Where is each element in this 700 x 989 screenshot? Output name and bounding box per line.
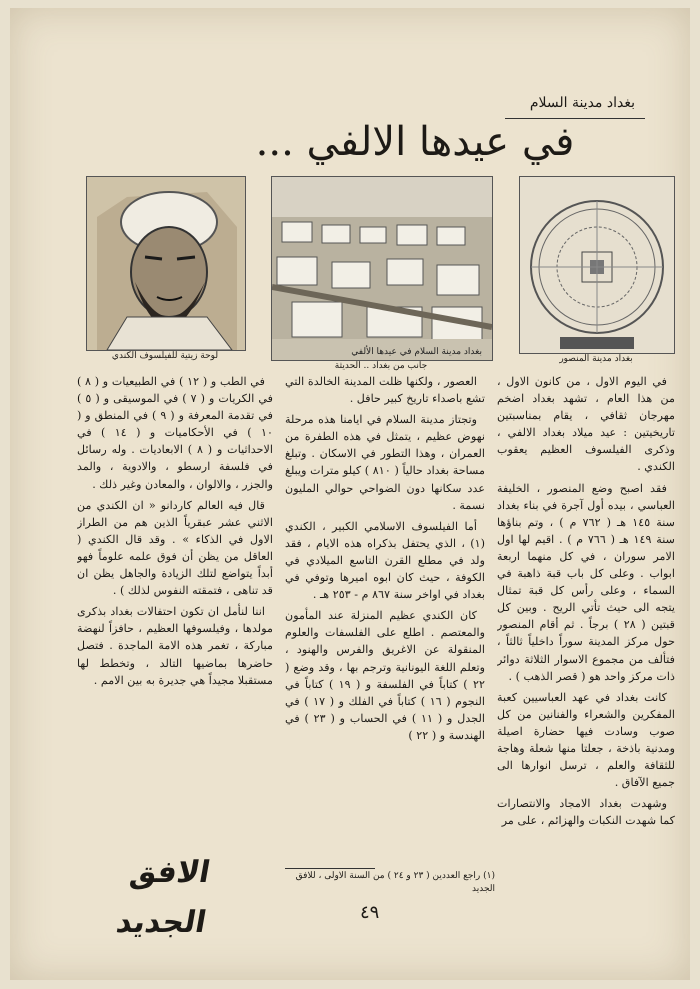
- column-middle: [285, 373, 485, 865]
- paragraph: كان الكندي عظيم المنزلة عند المأمون والمعتصم . اطلع على الفلسفات والعلوم المنقولة عن الاغريق والفرس والهنود ، وتعلم اللغة اليونانية وترجم بها ، وقد وضع ( ٢٢ ) كتاباً في الفلسفة و ( ١٩ ) كتاباً في النجوم ( ١٦ ) كتاباً في الفلك و ( ١٧ ) في الجدل و ( ١١ ) في الحساب و ( ٢٣ ) في الهندسة و ( ٢٢ ): [285, 609, 485, 742]
- section-title: بغداد مدينة السلام: [529, 95, 635, 111]
- paragraph: وشهدت بغداد الامجاد والانتصارات كما شهدت النكبات والهزائم ، على مر: [497, 797, 675, 828]
- paragraph: في اليوم الاول ، من كانون الاول ، من هذا العام ، تشهد بغداد اضخم مهرجان ثقافي ، يقام بمناسبتين تاريخيتين : عيد ميلاد بغداد الالفي ، وذكرى الفيلسوف العظيم يعقوب الكندي .: [497, 375, 675, 474]
- city-plan-caption: بغداد مدينة المنصور: [559, 354, 633, 364]
- paragraph: كانت بغداد في عهد العباسيين كعبة المفكرين والشعراء والفنانين من كل صوب وسادت فيها حضارة اصيلة ومدنية باذخة ، جعلتا منها شعلة وهاجة للثقافة والعلم ، ترسل انوارها الى جميع الآفاق .: [497, 690, 675, 790]
- headline: في عيدها الالفي ...: [255, 119, 575, 165]
- footnote-rule: [285, 868, 375, 869]
- portrait-image: [86, 176, 246, 351]
- magazine-logo: الافق الجديد: [113, 855, 213, 940]
- paragraph: فقد اصبح وضع المنصور ، الخليفة العباسي ، بيده أول آجرة في بناء بغداد سنة ١٤٥ هـ ( ٧٦٢ م ) ، وتم بناؤها سنة ١٤٩ هـ ( ٧٦٦ م ) . اقيم لها اول الامر سوران ، في كل منهما اربعة ابواب . وعلى كل باب قبة ذاهبة في السماء ، وعلى رأس كل قبة تمثال يتجه الى حيث تأتي الريح . وبين كل قبتين ( ٢٨ ) برجاً . ثم أقام المنصور حول مركز المدينة سوراً داخلياً ثالثاً ، فتألف من مجموع الاسوار الثلاثة دوائر ذات مركز واحد هو ( قصر الذهب ) .: [497, 481, 675, 683]
- paragraph: اننا لنأمل ان تكون احتفالات بغداد بذكرى مولدها ، وفيلسوفها العظيم ، حافزاً لنهضة مباركة ، تغمر هذه الامة الماجدة . فتصل حاضرها بماضيها التالد ، وتخطط لها مستقبلا مجيداً هي جديرة به بين الامم .: [77, 605, 273, 687]
- paragraph: وتجتاز مدينة السلام في ايامنا هذه مرحلة نهوض عظيم ، يتمثل في هذه الطفرة من العمران ، وهذا التطور في الاسكان . وتبلغ مساحة بغداد حالياً ( ٨١٠ ) كيلو مترات ويبلغ عدد سكانها دون الضواحي حوالي المليون نسمة .: [285, 413, 485, 512]
- paragraph: العصور ، ولكنها ظلت المدينة الخالدة التي تشع باصداء تاريخ كبير حافل .: [285, 375, 485, 406]
- paragraph: في الطب و ( ١٢ ) في الطبيعيات و ( ٨ ) في الكريات و ( ٧ ) في الموسيقى و ( ٥ ) في تقدمة المعرفة و ( ٩ ) في المنطق و ( ١٠ ) في الأحكاميات و ( ١٤ ) في الاحداثيات و ( ٨ ) الابعاديات . وله رسائل في فلسفة ارسطو ، والادوية ، والمد والجزر ، والالوان ، والمعادن وغير ذلك .: [77, 375, 273, 491]
- column-left: [77, 373, 273, 843]
- page-number: ٤٩: [360, 902, 380, 923]
- footnote: (١) راجع العددين ( ٢٣ و ٢٤ ) من السنة الاولى ، للافق الجديد: [295, 871, 495, 894]
- paragraph: قال فيه العالم كاردانو « ان الكندي من الاثني عشر عبقرياً الذين هم من الطراز الاول في الذكاء » . وقد قال الكندي ( العاقل من يظن أن فوق علمه علوماً فهو أبداً يتواضع لتلك الزيادة والجاهل يظن ان قد تناهى ، فتمقته النفوس لذلك ) .: [77, 498, 273, 598]
- city-image: [271, 176, 493, 361]
- city-plan-image: [519, 176, 675, 354]
- city-inner-text: بغداد مدينة السلام في عيدها الألفي: [351, 347, 482, 357]
- paragraph: أما الفيلسوف الاسلامي الكبير ، الكندي (١) ، الذي يحتفل بذكراه هذه الايام ، فقد ولد في مطلع القرن التاسع الميلادي في الكوفة ، حيث كان ابوه اميرها وتوفي في بغداد في اواخر سنة ٨٦٧ م - ٢٥٣ هـ .: [285, 519, 485, 602]
- city-caption: جانب من بغداد .. الحديثة: [334, 361, 428, 371]
- column-right: [497, 373, 675, 908]
- portrait-caption: لوحة زيتية للفيلسوف الكندي: [111, 351, 219, 361]
